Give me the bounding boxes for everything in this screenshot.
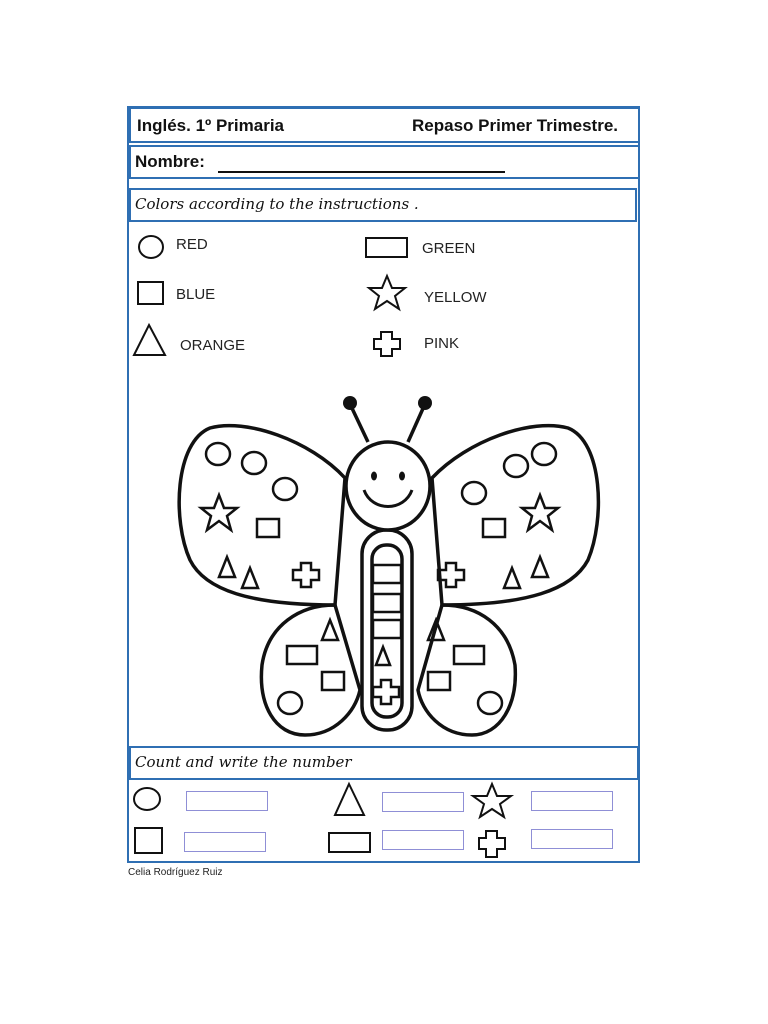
square-icon — [137, 281, 165, 305]
instructions-text: Colors according to the instructions . — [135, 195, 419, 213]
legend-pink-label: PINK — [424, 335, 460, 352]
rectangle-icon — [365, 237, 409, 259]
legend-blue-label: BLUE — [176, 286, 216, 303]
triangle-icon — [333, 782, 367, 818]
subject-label: Inglés. 1º Primaria — [137, 116, 284, 135]
count-bar — [129, 746, 639, 780]
square-icon — [134, 827, 164, 855]
name-label: Nombre: — [135, 152, 205, 171]
star-count-box[interactable] — [531, 791, 613, 811]
square-count-box[interactable] — [184, 832, 266, 852]
cross-count-box[interactable] — [531, 829, 613, 849]
cross-icon — [477, 829, 507, 859]
worksheet-title: Repaso Primer Trimestre. — [412, 116, 618, 135]
star-icon — [472, 782, 514, 820]
name-write-line[interactable] — [218, 171, 505, 173]
triangle-count-box[interactable] — [382, 792, 464, 812]
author-credit: Celia Rodríguez Ruiz — [128, 867, 223, 878]
legend-green-label: GREEN — [422, 240, 476, 257]
rectangle-count-box[interactable] — [382, 830, 464, 850]
circle-count-box[interactable] — [186, 791, 268, 811]
circle-icon — [132, 786, 162, 812]
cross-icon — [372, 330, 402, 358]
legend-red-label: RED — [176, 236, 208, 253]
triangle-icon — [132, 323, 168, 357]
star-icon — [368, 274, 408, 312]
instructions-bar — [129, 188, 637, 222]
worksheet-header — [129, 107, 640, 143]
butterfly-illustration — [166, 384, 606, 744]
rectangle-icon — [328, 832, 372, 854]
name-row — [129, 145, 640, 179]
circle-icon — [137, 234, 165, 260]
legend-orange-label: ORANGE — [180, 337, 246, 354]
count-instructions-text: Count and write the number — [135, 753, 352, 771]
legend-yellow-label: YELLOW — [424, 289, 487, 306]
